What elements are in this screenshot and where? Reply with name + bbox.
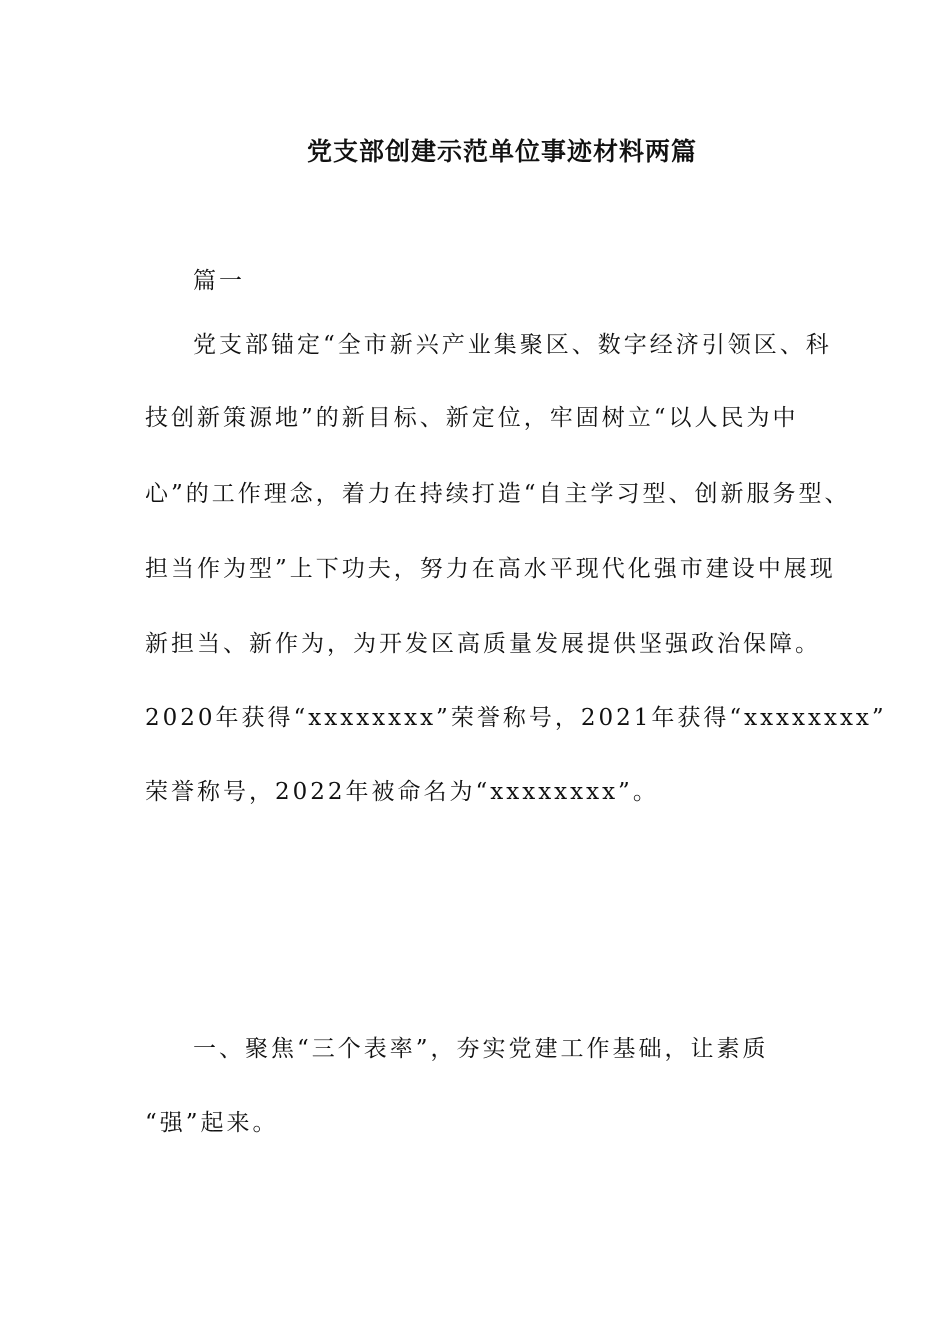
paragraph-line: 党支部锚定“全市新兴产业集聚区、数字经济引领区、科 <box>193 332 832 358</box>
section-heading-line: 一、聚焦“三个表率”，夯实党建工作基础，让素质 <box>193 1036 769 1062</box>
document-title: 党支部创建示范单位事迹材料两篇 <box>306 137 697 166</box>
paragraph-line: 技创新策源地”的新目标、新定位，牢固树立“以人民为中 <box>145 405 799 431</box>
paragraph-line: 2020年获得“xxxxxxxx”荣誉称号，2021年获得“xxxxxxxx” <box>145 705 887 731</box>
paragraph-line: 担当作为型”上下功夫，努力在高水平现代化强市建设中展现 <box>145 556 836 582</box>
section-label: 篇一 <box>193 268 245 294</box>
section-heading-line: “强”起来。 <box>145 1110 279 1136</box>
paragraph-line: 心”的工作理念，着力在持续打造“自主学习型、创新服务型、 <box>145 481 851 507</box>
paragraph-line: 荣誉称号，2022年被命名为“xxxxxxxx”。 <box>145 779 659 805</box>
paragraph-line: 新担当、新作为，为开发区高质量发展提供坚强政治保障。 <box>145 631 821 657</box>
